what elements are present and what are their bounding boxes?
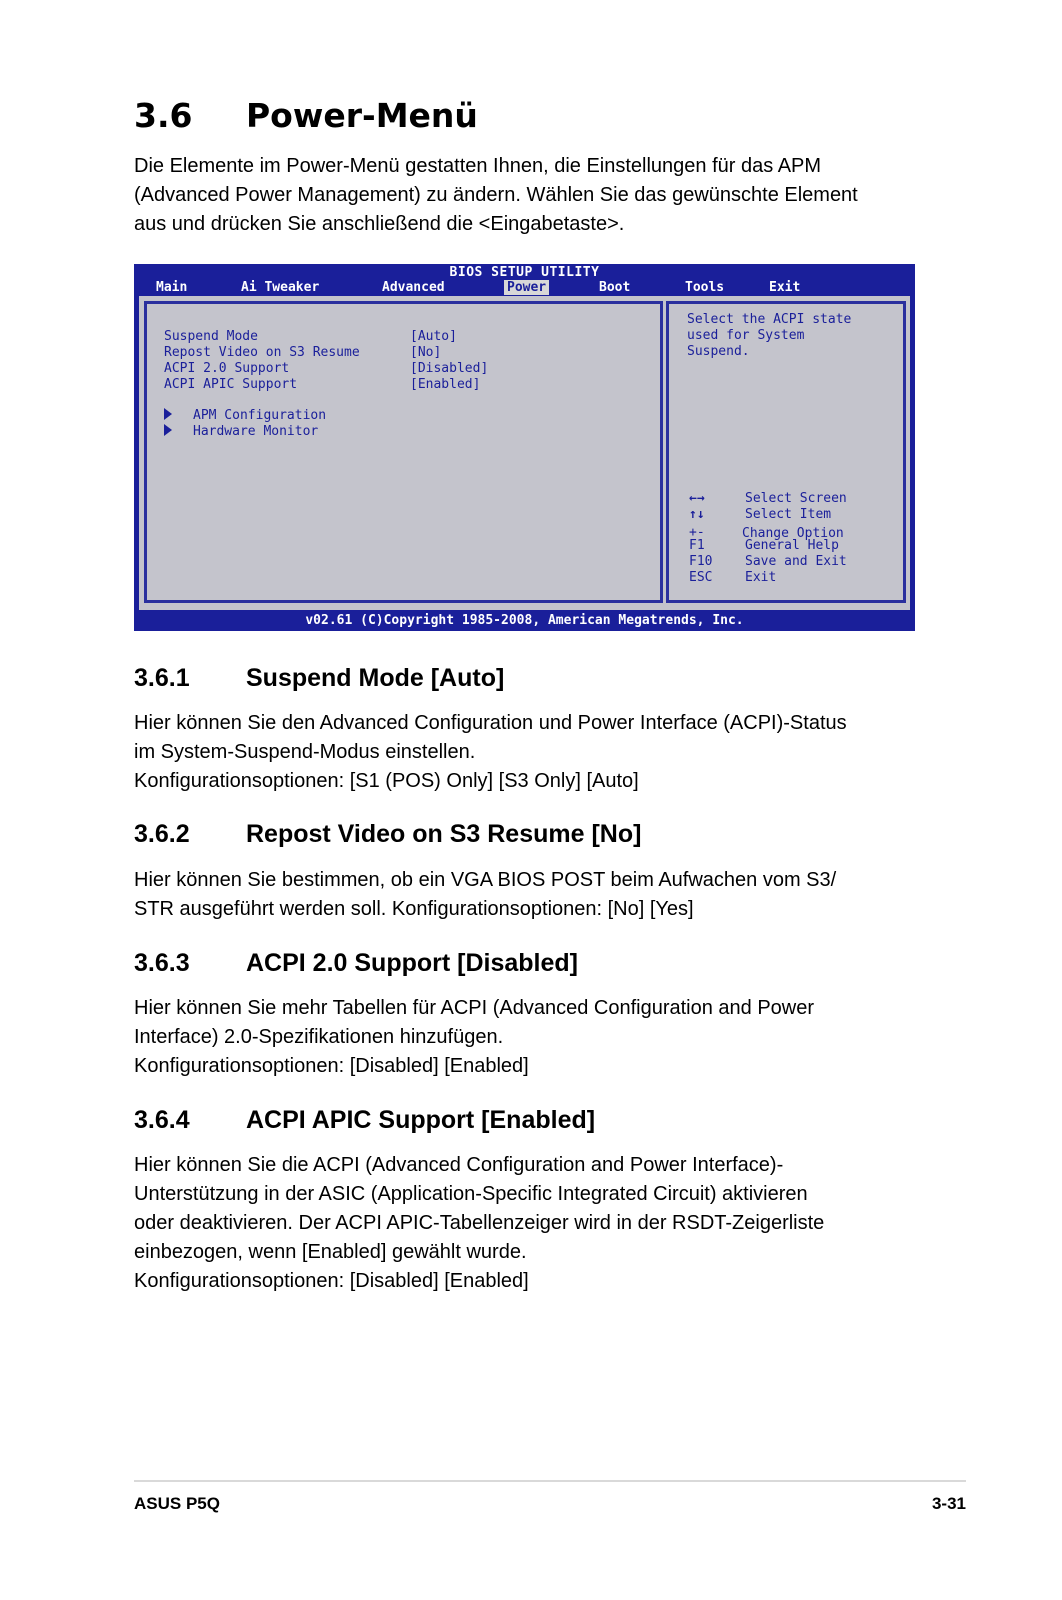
left-right-arrows-icon: ←→ bbox=[689, 491, 705, 506]
subsection-title: Repost Video on S3 Resume [No] bbox=[246, 820, 642, 848]
paragraph-line: oder deaktivieren. Der ACPI APIC-Tabellenzeiger wird in der RSDT-Zeigerliste bbox=[134, 1212, 825, 1234]
intro-line: Die Elemente im Power-Menü gestatten Ihnen, die Einstellungen für das APM bbox=[134, 155, 822, 177]
intro-line: aus und drücken Sie anschließend die <Eingabetaste>. bbox=[134, 213, 625, 235]
paragraph-line: Hier können Sie den Advanced Configuration und Power Interface (ACPI)-Status bbox=[134, 712, 847, 734]
footer-divider bbox=[134, 1480, 966, 1482]
subsection-heading-3-6-4 bbox=[134, 1106, 595, 1135]
bios-tab-power[interactable]: Power bbox=[504, 280, 549, 295]
bios-tab-boot[interactable]: Boot bbox=[599, 280, 631, 295]
key-action-exit: Exit bbox=[745, 570, 777, 585]
submenu-arrow-icon bbox=[164, 408, 172, 420]
help-text-line: Suspend. bbox=[687, 344, 750, 359]
key-esc: ESC bbox=[689, 570, 713, 585]
section-heading bbox=[134, 96, 478, 135]
paragraph-line: Interface) 2.0-Spezifikationen hinzufügen. bbox=[134, 1026, 504, 1048]
bios-tab-main[interactable]: Main bbox=[156, 280, 188, 295]
bios-tab-tools[interactable]: Tools bbox=[685, 280, 725, 295]
up-down-arrows-icon: ↑↓ bbox=[689, 507, 705, 522]
setting-value-acpi-20[interactable]: [Disabled] bbox=[410, 361, 489, 376]
footer-page-number: 3-31 bbox=[931, 1494, 966, 1513]
subsection-title: Suspend Mode [Auto] bbox=[246, 664, 505, 692]
submenu-arrow-icon bbox=[164, 424, 172, 436]
subsection-heading-3-6-1 bbox=[134, 664, 504, 693]
bios-tab-exit[interactable]: Exit bbox=[769, 280, 801, 295]
setting-value-suspend-mode[interactable]: [Auto] bbox=[410, 329, 457, 344]
subsection-paragraph-3-6-4 bbox=[134, 1151, 924, 1296]
paragraph-line: im System-Suspend-Modus einstellen. bbox=[134, 741, 476, 763]
bios-screen bbox=[134, 264, 915, 631]
setting-label-repost-video[interactable]: Repost Video on S3 Resume bbox=[164, 345, 360, 360]
submenu-hardware-monitor[interactable]: Hardware Monitor bbox=[193, 424, 319, 439]
bios-help-panel bbox=[666, 301, 906, 603]
subsection-paragraph-3-6-2 bbox=[134, 866, 924, 924]
bios-content-frame bbox=[139, 296, 910, 610]
paragraph-line: Unterstützung in der ASIC (Application-Specific Integrated Circuit) aktivieren bbox=[134, 1183, 808, 1205]
footer-product: ASUS P5Q bbox=[134, 1494, 220, 1513]
paragraph-line: Konfigurationsoptionen: [Disabled] [Enabled] bbox=[134, 1055, 529, 1077]
subsection-number: 3.6.2 bbox=[134, 820, 190, 848]
key-action-general-help: General Help bbox=[745, 538, 839, 553]
subsection-paragraph-3-6-1 bbox=[134, 709, 924, 796]
subsection-heading-3-6-3 bbox=[134, 949, 578, 978]
key-f10: F10 bbox=[689, 554, 713, 569]
help-text-line: Select the ACPI state bbox=[687, 312, 852, 327]
bios-copyright: v02.61 (C)Copyright 1985-2008, American Megatrends, Inc. bbox=[305, 613, 744, 628]
subsection-title: ACPI APIC Support [Enabled] bbox=[246, 1106, 596, 1134]
paragraph-line: Konfigurationsoptionen: [S1 (POS) Only] [S3 Only] [Auto] bbox=[134, 770, 639, 792]
key-action-save-exit: Save and Exit bbox=[745, 554, 847, 569]
paragraph-line: einbezogen, wenn [Enabled] gewählt wurde. bbox=[134, 1241, 527, 1263]
subsection-number: 3.6.3 bbox=[134, 949, 190, 977]
section-number: 3.6 bbox=[134, 96, 193, 135]
subsection-title: ACPI 2.0 Support [Disabled] bbox=[246, 949, 578, 977]
help-text-line: used for System bbox=[687, 328, 805, 343]
intro-line: (Advanced Power Management) zu ändern. Wählen Sie das gewünschte Element bbox=[134, 184, 858, 206]
key-action-select-item: Select Item bbox=[745, 507, 832, 522]
paragraph-line: Hier können Sie bestimmen, ob ein VGA BIOS POST beim Aufwachen vom S3/ bbox=[134, 869, 837, 891]
intro-paragraph bbox=[134, 152, 924, 239]
bios-tab-ai-tweaker[interactable]: Ai Tweaker bbox=[241, 280, 320, 295]
setting-label-suspend-mode[interactable]: Suspend Mode bbox=[164, 329, 258, 344]
key-action-change-option: Change Option bbox=[742, 526, 844, 541]
subsection-number: 3.6.4 bbox=[134, 1106, 190, 1134]
key-plus-minus: +- bbox=[689, 525, 705, 540]
paragraph-line: Konfigurationsoptionen: [Disabled] [Enabled] bbox=[134, 1270, 529, 1292]
submenu-apm-configuration[interactable]: APM Configuration bbox=[193, 408, 327, 423]
section-title: Power-Menü bbox=[246, 96, 478, 135]
paragraph-line: Hier können Sie mehr Tabellen für ACPI (Advanced Configuration and Power bbox=[134, 997, 815, 1019]
setting-label-acpi-20[interactable]: ACPI 2.0 Support bbox=[164, 361, 290, 376]
bios-title: BIOS SETUP UTILITY bbox=[449, 265, 600, 280]
key-f1: F1 bbox=[689, 538, 705, 553]
subsection-paragraph-3-6-3 bbox=[134, 994, 924, 1081]
key-action-select-screen: Select Screen bbox=[745, 491, 847, 506]
setting-value-acpi-apic[interactable]: [Enabled] bbox=[410, 377, 481, 392]
paragraph-line: Hier können Sie die ACPI (Advanced Configuration and Power Interface)- bbox=[134, 1154, 784, 1176]
setting-value-repost-video[interactable]: [No] bbox=[410, 345, 442, 360]
bios-tab-advanced[interactable]: Advanced bbox=[382, 280, 445, 295]
setting-label-acpi-apic[interactable]: ACPI APIC Support bbox=[164, 377, 298, 392]
subsection-heading-3-6-2 bbox=[134, 820, 641, 849]
bios-settings-panel bbox=[144, 301, 663, 603]
subsection-number: 3.6.1 bbox=[134, 664, 190, 692]
paragraph-line: STR ausgeführt werden soll. Konfigurationsoptionen: [No] [Yes] bbox=[134, 898, 694, 920]
